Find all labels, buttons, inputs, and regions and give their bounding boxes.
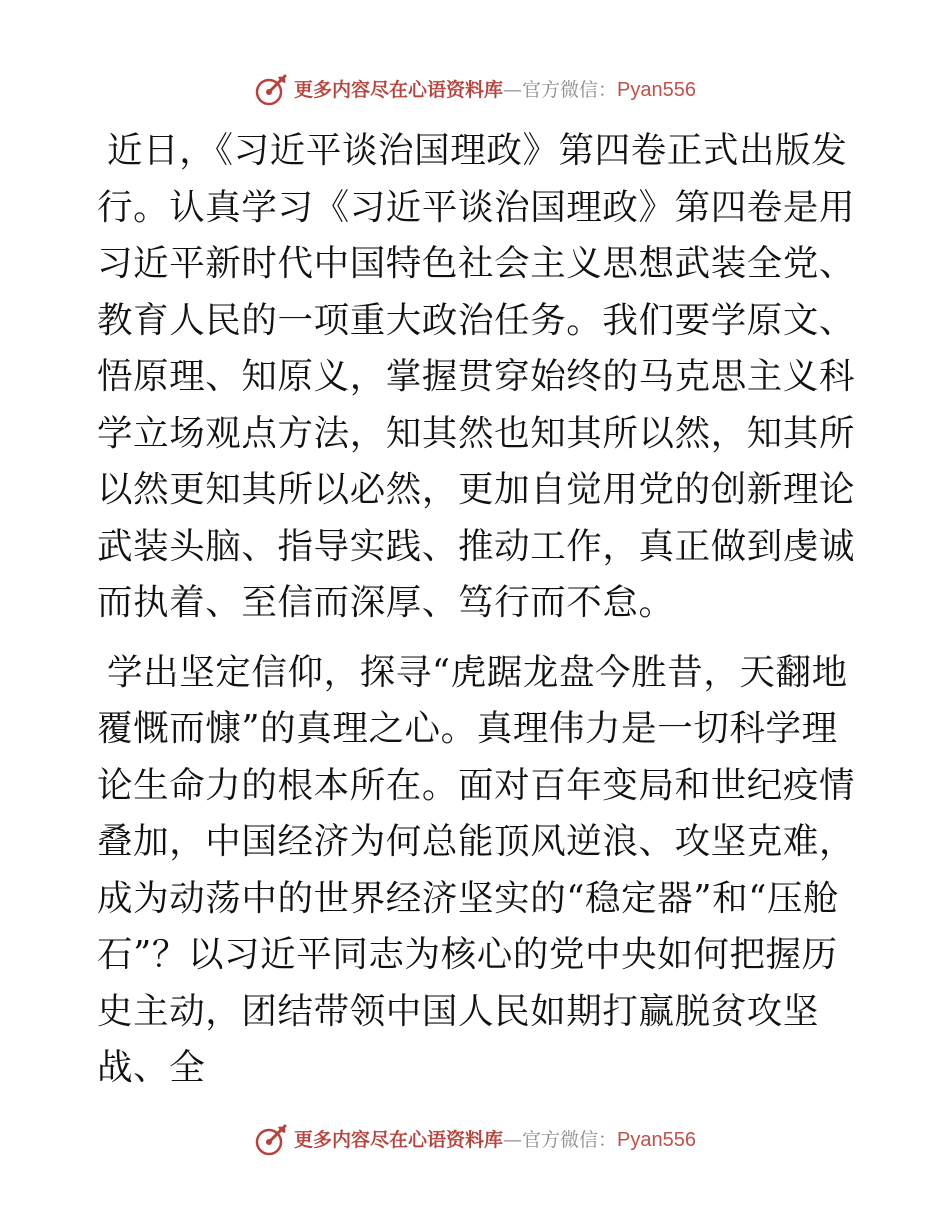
watermark-dash: — (503, 79, 523, 101)
watermark-wechat-label: 官方微信： (522, 79, 618, 101)
watermark-wechat-label: 官方微信： (522, 1129, 618, 1151)
footer-watermark (0, 1124, 950, 1156)
paragraph-2: 学出坚定信仰，探寻“虎踞龙盘今胜昔，天翻地覆慨而慷”的真理之心。真理伟力是一切科学理论生命力的根本所在。面对百年变局和世纪疫情叠加，中国经济为何总能顶风逆浪、攻坚克难，成为动荡中的世界经济坚实的“稳定器”和“压舱石”？以习近平同志为核心的党中央如何把握历史主动，团结带领中国人民如期打赢脱贫攻坚战、全 (97, 651, 856, 1088)
quill-logo-icon (254, 73, 288, 107)
watermark-wechat-id: Pyan556 (617, 79, 696, 101)
watermark-wechat-id: Pyan556 (617, 1129, 696, 1151)
header-watermark (0, 74, 950, 106)
watermark-text: 更多内容尽在心语资料库 (294, 1129, 504, 1151)
watermark-dash: — (503, 1129, 523, 1151)
paragraph-1: 近日，《习近平谈治国理政》第四卷正式出版发行。认真学习《习近平谈治国理政》第四卷是用习近平新时代中国特色社会主义思想武装全党、教育人民的一项重大政治任务。我们要学原文、悟原理、知原义，掌握贯穿始终的马克思主义科学立场观点方法，知其然也知其所以然，知其所以然更知其所以必然，更加自觉用党的创新理论武装头脑、指导实践、推动工作，真正做到虔诚而执着、至信而深厚、笃行而不怠。 (97, 130, 856, 623)
watermark-text: 更多内容尽在心语资料库 (294, 79, 504, 101)
document-body (97, 123, 857, 1097)
quill-logo-icon (254, 1123, 288, 1157)
